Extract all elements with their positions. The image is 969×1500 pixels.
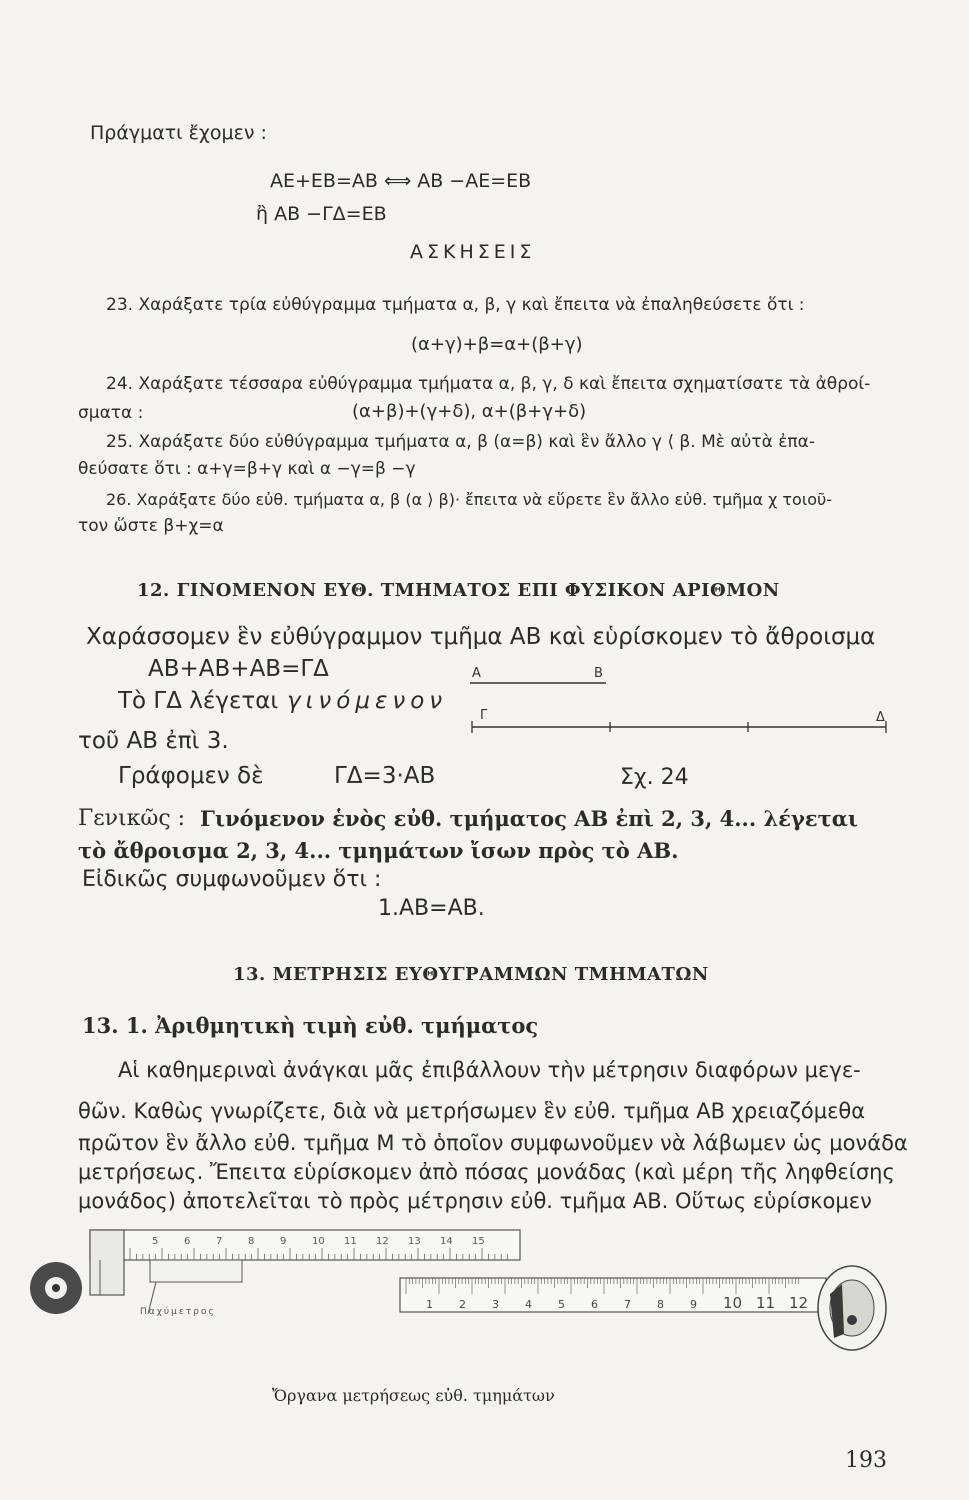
section-13-line-5: μονάδος) ἀποτελεῖται τὸ πρὸς μέτρησιν εὐθ. τμῆμα ΑΒ. Οὕτως εὑρίσκομεν xyxy=(78,1189,872,1213)
page-number: 193 xyxy=(845,1448,887,1473)
section-13-line-3: πρῶτον ἓν ἄλλο εὐθ. τμῆμα Μ τὸ ὁποῖον συμφωνοῦμεν νὰ λάβωμεν ὡς μονάδα xyxy=(78,1131,908,1155)
caliper-tick-label: 7 xyxy=(216,1236,223,1247)
section-12-p1: Χαράσσομεν ἓν εὐθύγραμμον τμῆμα ΑΒ καὶ εὑρίσκομεν τὸ ἄθροισμα xyxy=(86,624,876,650)
tape-tick-label: 3 xyxy=(492,1298,499,1311)
section-12-p4a: Γράφομεν δὲ xyxy=(118,763,264,789)
caliper-tick-label: 13 xyxy=(408,1236,421,1247)
tape-tick-label: 1 xyxy=(426,1298,433,1311)
caliper-label: Παχύμετρος xyxy=(140,1307,216,1317)
caliper-tick-label: 12 xyxy=(376,1236,389,1247)
tape-tick-label: 9 xyxy=(690,1298,697,1311)
exercise-25-line2: θεύσατε ὅτι : α+γ=β+γ καὶ α −γ=β −γ xyxy=(78,459,416,479)
tape-tick-label: 8 xyxy=(657,1298,664,1311)
point-b-label: Β xyxy=(594,666,603,681)
section-12-p6: 1.ΑΒ=ΑΒ. xyxy=(378,896,485,921)
exercise-23-formula: (α+γ)+β=α+(β+γ) xyxy=(411,334,583,355)
section-13-subheading: 13. 1. Ἀριθμητικὴ τιμὴ εὐθ. τμήματος xyxy=(82,1013,539,1038)
tape-tick-label: 7 xyxy=(624,1298,631,1311)
tape-tick-label: 10 xyxy=(723,1294,743,1312)
tape-tick-label: 4 xyxy=(525,1298,532,1311)
general-definition-line1: Γινόμενον ἑνὸς εὐθ. τμήματος ΑΒ ἐπὶ 2, 3, 4... λέγεται xyxy=(200,806,859,831)
equation-2: ἢ ΑΒ −ΓΔ=ΕΒ xyxy=(256,203,387,225)
section-12-p4b: ΓΔ=3·ΑΒ xyxy=(334,763,436,789)
figure-24-caption: Σχ. 24 xyxy=(620,765,689,790)
point-a-label: Α xyxy=(472,666,481,681)
equation-1: ΑΕ+ΕΒ=ΑΒ ⟺ ΑΒ −ΑΕ=ΕΒ xyxy=(270,170,532,192)
caliper-tick-label: 9 xyxy=(280,1236,287,1247)
point-d-label: Δ xyxy=(876,710,885,725)
section-12-p2a: Τὸ ΓΔ λέγεται xyxy=(118,688,279,714)
section-12-sum: ΑΒ+ΑΒ+ΑΒ=ΓΔ xyxy=(148,656,329,682)
caliper-tick-label: 14 xyxy=(440,1236,453,1247)
caliper-tick-label: 8 xyxy=(248,1236,255,1247)
tape-tick-label: 5 xyxy=(558,1298,565,1311)
intro-text: Πράγματι ἔχομεν : xyxy=(90,122,267,144)
section-12-p3: τοῦ ΑΒ ἐπὶ 3. xyxy=(78,728,229,754)
tape-tick-label: 6 xyxy=(591,1298,598,1311)
exercise-25-line1: 25. Χαράξατε δύο εὐθύγραμμα τμήματα α, β (α=β) καὶ ἓν ἄλλο γ ⟨ β. Μὲ αὐτὰ ἐπα- xyxy=(106,432,816,452)
exercises-title: ΑΣΚΗΣΕΙΣ xyxy=(410,241,536,263)
caliper-tick-label: 10 xyxy=(312,1236,325,1247)
caliper-tick-label: 15 xyxy=(472,1236,485,1247)
general-label: Γενικῶς : xyxy=(78,806,186,831)
point-g-label: Γ xyxy=(480,708,488,723)
caliper-tick-label: 5 xyxy=(152,1236,159,1247)
tape-tick-label: 11 xyxy=(756,1294,776,1312)
section-12-p5: Εἰδικῶς συμφωνοῦμεν ὅτι : xyxy=(82,867,382,892)
figure-24 xyxy=(460,655,900,745)
exercise-26-line2: τον ὥστε β+χ=α xyxy=(78,516,224,536)
exercise-24-formula: (α+β)+(γ+δ), α+(β+γ+δ) xyxy=(352,401,587,422)
tape-tick-label: 12 xyxy=(789,1294,809,1312)
section-13-heading: 13. ΜΕΤΡΗΣΙΣ ΕΥΘΥΓΡΑΜΜΩΝ ΤΜΗΜΑΤΩΝ xyxy=(233,964,709,985)
exercise-23-text: 23. Χαράξατε τρία εὐθύγραμμα τμήματα α, β, γ καὶ ἔπειτα νὰ ἐπαληθεύσετε ὅτι : xyxy=(106,295,805,315)
measuring-instruments-illustration xyxy=(30,1222,900,1402)
exercise-24-line1: 24. Χαράξατε τέσσαρα εὐθύγραμμα τμήματα α, β, γ, δ καὶ ἔπειτα σχηματίσατε τὰ ἀθροί- xyxy=(106,374,871,394)
section-13-line-2: θῶν. Καθὼς γνωρίζετε, διὰ νὰ μετρήσωμεν ἓν εὐθ. τμῆμα ΑΒ χρειαζόμεθα xyxy=(78,1099,866,1123)
section-12-p2b: γινόμενον xyxy=(287,688,448,714)
illustration-caption: Ὄργανα μετρήσεως εὐθ. τμημάτων xyxy=(272,1386,555,1405)
general-definition-line2: τὸ ἄθροισμα 2, 3, 4... τμημάτων ἴσων πρὸς τὸ ΑΒ. xyxy=(78,838,679,863)
section-13-line-4: μετρήσεως. Ἔπειτα εὑρίσκομεν ἀπὸ πόσας μονάδας (καὶ μέρη τῆς ληφθείσης xyxy=(78,1160,895,1184)
section-12-heading: 12. ΓΙΝΟΜΕΝΟΝ ΕΥΘ. ΤΜΗΜΑΤΟΣ ΕΠΙ ΦΥΣΙΚΟΝ ΑΡΙΘΜΟΝ xyxy=(137,580,780,601)
section-13-line-1: Αἱ καθημεριναὶ ἀνάγκαι μᾶς ἐπιβάλλουν τὴν μέτρησιν διαφόρων μεγε- xyxy=(118,1058,861,1082)
caliper-tick-label: 6 xyxy=(184,1236,191,1247)
exercise-26-line1: 26. Χαράξατε δύο εὐθ. τμήματα α, β (α ⟩ β)· ἔπειτα νὰ εὕρετε ἓν ἄλλο εὐθ. τμῆμα χ τοιοῦ- xyxy=(106,490,833,509)
caliper-tick-label: 11 xyxy=(344,1236,357,1247)
exercise-24-line2: σματα : xyxy=(78,403,144,423)
tape-ruler xyxy=(400,1266,886,1350)
tape-tick-label: 2 xyxy=(459,1298,466,1311)
